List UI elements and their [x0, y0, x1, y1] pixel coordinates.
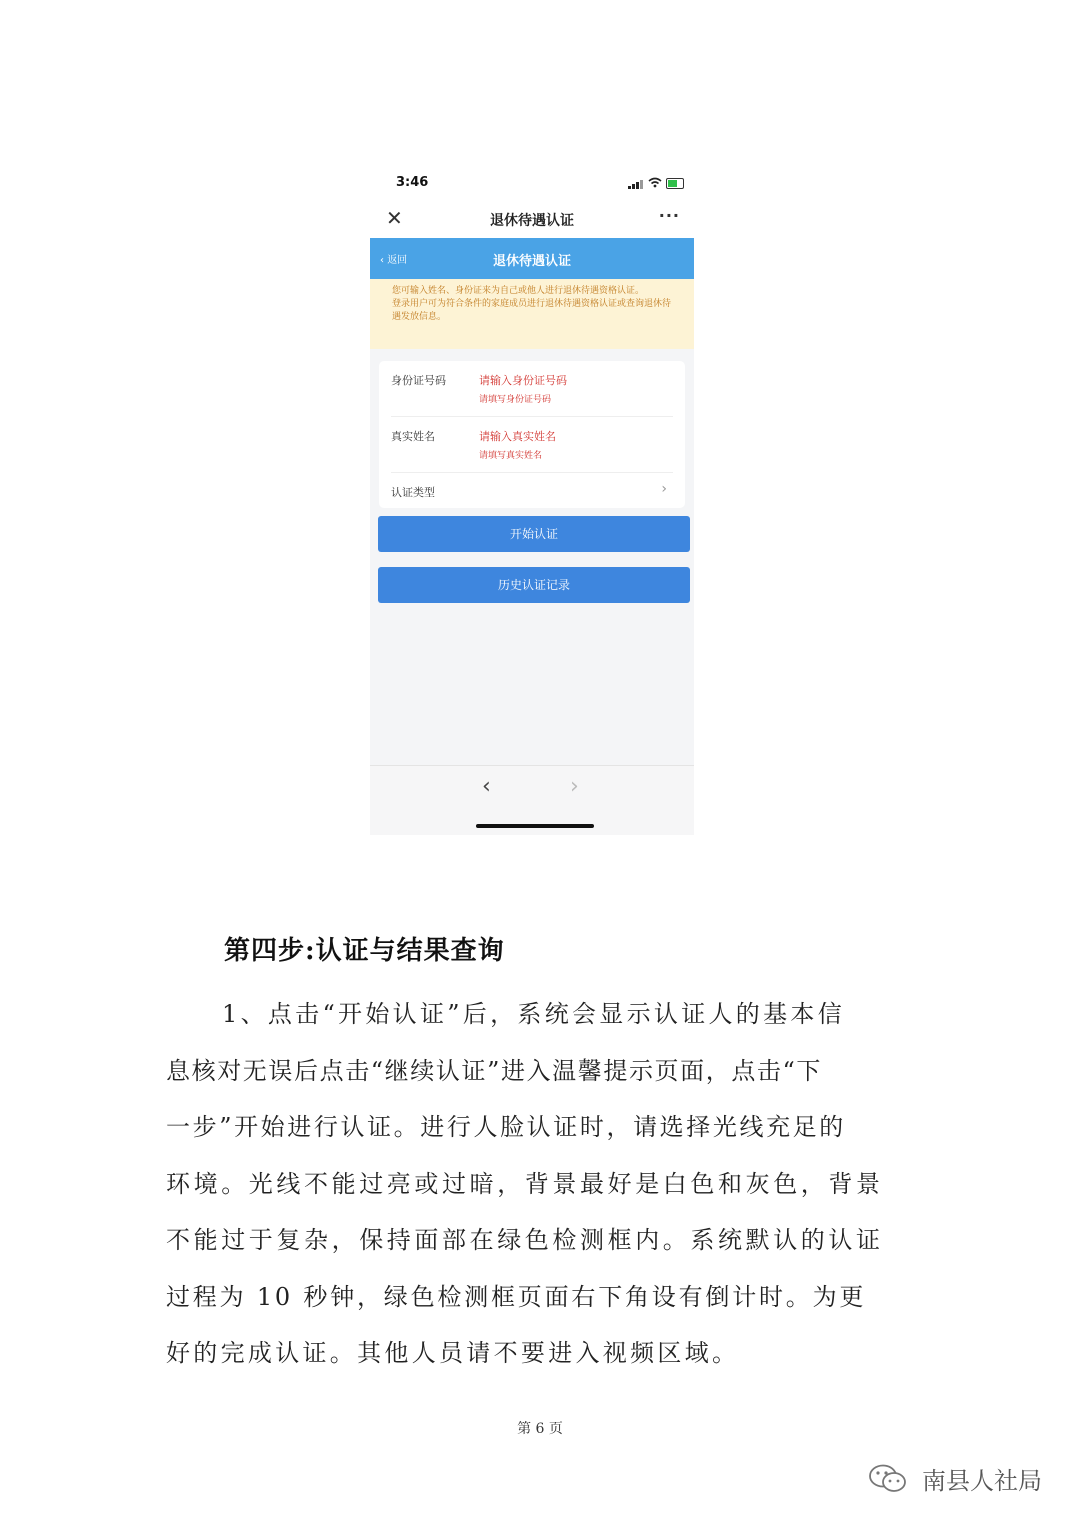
- auth-type-label: 认证类型: [391, 486, 435, 499]
- paragraph-line: 过程为 10 秒钟，绿色检测框页面右下角设有倒计时。为更: [166, 1282, 867, 1311]
- id-number-error: 请填写身份证号码: [479, 395, 552, 405]
- section-heading: 第四步:认证与结果查询: [224, 936, 505, 966]
- signal-bar: [632, 184, 635, 189]
- signal-bar: [636, 182, 639, 189]
- notice-line: 登录用户可为符合条件的家庭成员进行退休待遇资格认证或查询退休待遇发放信息。: [392, 299, 672, 322]
- signal-bar: [640, 180, 643, 189]
- status-icons: [624, 177, 684, 189]
- paragraph-line: 环境。光线不能过亮或过暗，背景最好是白色和灰色，背景: [166, 1169, 884, 1198]
- wechat-icon: [868, 1463, 908, 1495]
- back-label: 返回: [387, 255, 408, 266]
- app-title: 退休待遇认证: [492, 254, 571, 269]
- body-paragraph: [166, 986, 918, 1382]
- paragraph-line: 一步”开始进行认证。进行人脸认证时，请选择光线充足的: [166, 1113, 846, 1141]
- real-name-row[interactable]: [391, 417, 673, 473]
- history-records-button[interactable]: 历史认证记录: [378, 567, 690, 603]
- app-header: [370, 238, 694, 279]
- browser-forward-icon[interactable]: ›: [570, 774, 579, 799]
- paragraph-line: 不能过于复杂，保持面部在绿色检测框内。系统默认的认证: [166, 1226, 884, 1254]
- status-bar: [370, 165, 694, 200]
- real-name-error: 请填写真实姓名: [479, 451, 543, 461]
- watermark-text: 南县人社局: [922, 1467, 1042, 1495]
- close-icon[interactable]: ✕: [386, 206, 403, 230]
- notice-line: 您可输入姓名、身份证来为自己或他人进行退休待遇资格认证。: [392, 286, 645, 296]
- paragraph-line: 息核对无误后点击“继续认证”进入温馨提示页面，点击“下: [166, 1056, 823, 1085]
- wechat-navbar: [370, 200, 694, 238]
- notice-banner: [370, 279, 694, 349]
- browser-bottom-bar: [370, 765, 694, 835]
- more-icon[interactable]: ···: [658, 206, 680, 225]
- auth-type-row[interactable]: [391, 473, 673, 508]
- id-number-row[interactable]: [391, 361, 673, 417]
- chevron-right-icon: ›: [661, 481, 667, 497]
- navbar-title: 退休待遇认证: [490, 213, 574, 229]
- real-name-input[interactable]: 请输入真实姓名: [479, 430, 556, 443]
- start-auth-button[interactable]: 开始认证: [378, 516, 690, 552]
- paragraph-line: 好的完成认证。其他人员请不要进入视频区域。: [166, 1339, 740, 1367]
- battery-icon: [666, 178, 684, 189]
- page-number: 第 6 页: [517, 1421, 563, 1437]
- id-number-input[interactable]: 请输入身份证号码: [479, 374, 567, 387]
- watermark: [868, 1461, 1042, 1497]
- auth-form: [379, 361, 685, 508]
- signal-icon: [628, 186, 631, 189]
- paragraph-line: 1、点击“开始认证”后，系统会显示认证人的基本信: [222, 1000, 846, 1028]
- wifi-icon: [648, 177, 662, 188]
- browser-back-icon[interactable]: ‹: [482, 774, 491, 799]
- phone-screenshot: [370, 165, 694, 835]
- real-name-label: 真实姓名: [391, 430, 435, 443]
- home-indicator: [476, 824, 594, 828]
- chevron-left-icon: ‹: [380, 255, 388, 266]
- id-number-label: 身份证号码: [391, 374, 446, 387]
- status-time: 3:46: [396, 175, 429, 190]
